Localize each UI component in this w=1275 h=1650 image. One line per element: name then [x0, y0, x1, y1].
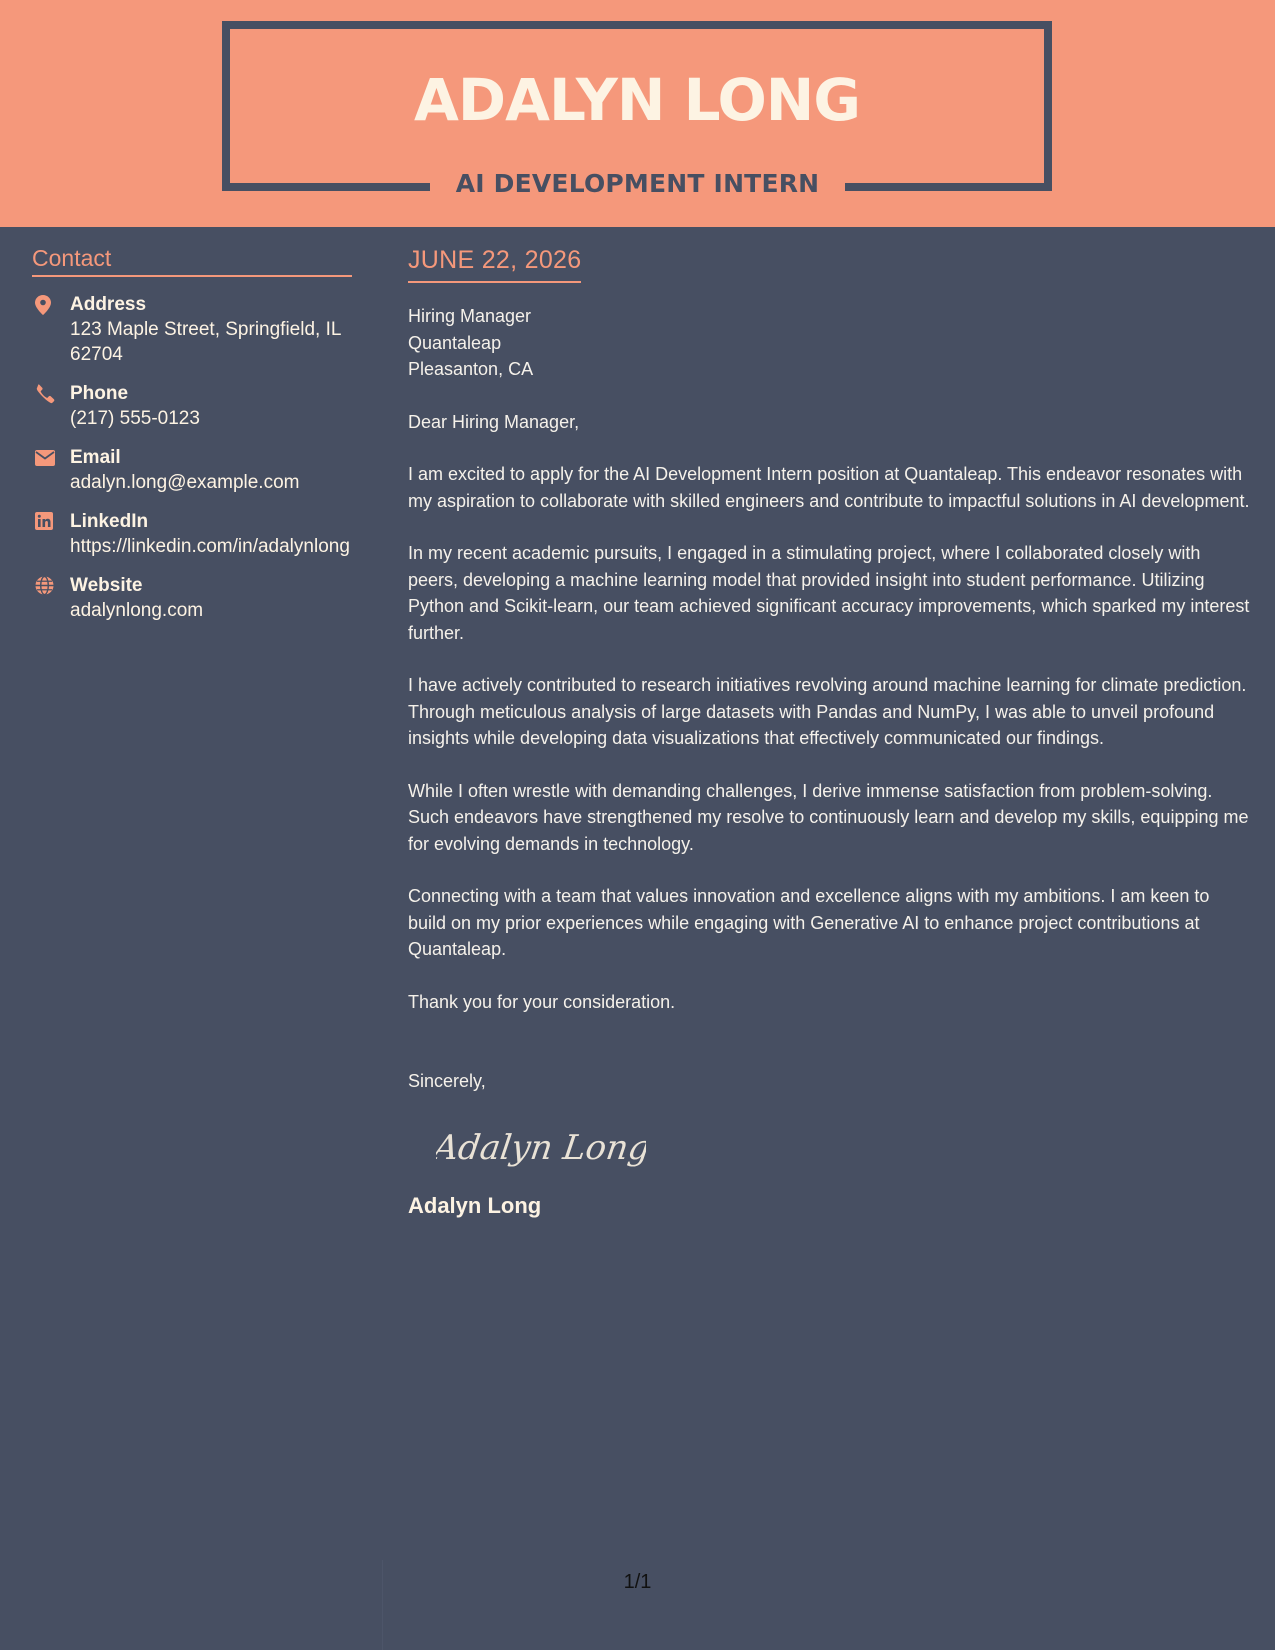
header-banner [0, 0, 1275, 227]
contact-heading: Contact [32, 244, 352, 277]
applicant-name: ADALYN LONG [414, 66, 860, 134]
recipient-block [408, 303, 1250, 383]
map-pin-icon [32, 292, 70, 367]
signature-text: Adalyn Long [436, 1127, 646, 1168]
contact-website [32, 573, 352, 623]
contact-label: Address [70, 294, 147, 315]
contact-sidebar [32, 227, 352, 623]
letter-paragraph: While I often wrestle with demanding challenges, I derive immense satisfaction from problem-solving. Such endeavors have strengthened my resolve to continuously learn and develop my skills, equipping me for evolving demands in technology. [408, 780, 1249, 854]
email-value[interactable]: adalyn.long@example.com [70, 472, 300, 493]
contact-linkedin [32, 509, 352, 559]
letter-paragraph: I am excited to apply for the AI Development Intern position at Quantaleap. This endeavor resonates with my aspiration to collaborate with skilled engineers and contribute to impactful solutions in AI development. [408, 464, 1250, 511]
letter-body [408, 227, 1250, 1219]
recipient-company: Quantaleap [408, 332, 502, 353]
contact-label: LinkedIn [70, 511, 149, 532]
contact-label: Phone [70, 383, 129, 404]
linkedin-icon [32, 509, 70, 559]
salutation: Dear Hiring Manager, [408, 411, 580, 432]
closing: Sincerely, [408, 1071, 486, 1091]
website-value[interactable]: adalynlong.com [70, 600, 204, 621]
job-title-wrap [430, 160, 845, 206]
contact-email [32, 445, 352, 495]
phone-icon [32, 381, 70, 431]
job-title: AI DEVELOPMENT INTERN [455, 168, 820, 198]
letter-paragraph: Thank you for your consideration. [408, 991, 676, 1012]
recipient-location: Pleasanton, CA [408, 359, 534, 379]
address-value: 123 Maple Street, Springfield, IL 62704 [70, 319, 341, 365]
handwritten-signature [436, 1119, 1250, 1175]
linkedin-value[interactable]: https://linkedin.com/in/adalynlong [70, 536, 350, 557]
recipient-name: Hiring Manager [408, 306, 532, 326]
letter-paragraph: I have actively contributed to research initiatives revolving around machine learning for climate prediction. Through meticulous analysis of large datasets with Pandas and NumPy, I was able to unveil profound insights while developing data visualizations that effectively communicated our findings. [408, 675, 1247, 748]
contact-label: Website [70, 575, 143, 596]
phone-value: (217) 555-0123 [70, 408, 200, 429]
globe-icon [32, 573, 70, 623]
signed-name: Adalyn Long [408, 1192, 542, 1218]
contact-label: Email [70, 447, 121, 468]
contact-phone [32, 381, 352, 431]
letter-date: JUNE 22, 2026 [408, 245, 581, 283]
letter-paragraph: In my recent academic pursuits, I engaged in a stimulating project, where I collaborated closely with peers, developing a machine learning model that provided insight into student performance. Utilizing Python and Scikit-learn, our team achieved significant accuracy improvements, which sparked my interest further. [408, 543, 1250, 643]
contact-address [32, 292, 352, 367]
envelope-icon [32, 445, 70, 495]
page-number: 1/1 [623, 1571, 652, 1593]
letter-paragraph: Connecting with a team that values innovation and excellence aligns with my ambitions. I am keen to build on my prior experiences while engaging with Generative AI to enhance project contributions at Quantaleap. [408, 886, 1210, 959]
